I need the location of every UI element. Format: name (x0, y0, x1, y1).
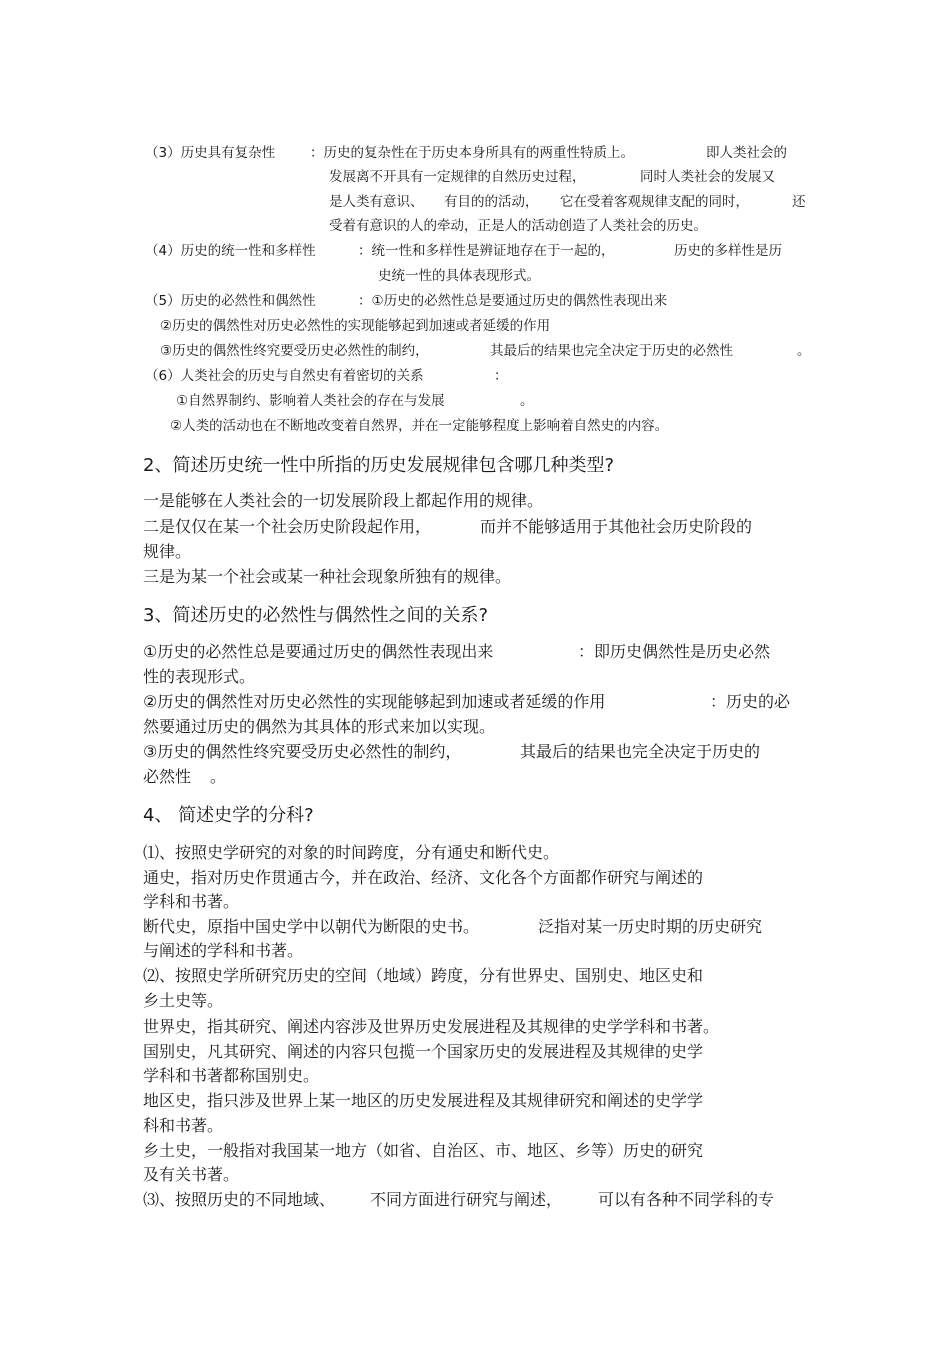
q3-line: ①历史的必然性总是要通过历史的偶然性表现出来 (143, 642, 494, 661)
item5-text: 其最后的结果也完全决定于历史的必然性 (490, 343, 733, 359)
q3-title: 3、简述历史的必然性与偶然性之间的关系? (143, 605, 489, 626)
item4-text: 史统一性的具体表现形式。 (378, 268, 540, 284)
q3-line: ③历史的偶然性终究要受历史必然性的制约， (143, 742, 462, 761)
q3-line: 性的表现形式。 (143, 667, 256, 686)
item5-text: ②历史的偶然性对历史必然性的实现能够起到加速或者延缓的作用 (160, 318, 551, 334)
item5-label: （5）历史的必然性和偶然性 (145, 293, 316, 309)
item6-text: ①自然界制约、影响着人类社会的存在与发展 (176, 393, 445, 409)
q3-line: 必然性 (143, 767, 192, 786)
item5-text: 。 (797, 343, 811, 359)
item5-text: ③历史的偶然性终究要受历史必然性的制约， (160, 343, 429, 359)
q3-line: 其最后的结果也完全决定于历史的 (520, 742, 761, 761)
q4-line: ⑶、按照历史的不同地域、 (143, 1190, 336, 1209)
q3-line: 。 (210, 767, 227, 786)
q4-line: 乡土史，一般指对我国某一地方（如省、自治区、市、地区、乡等）历史的研究 (143, 1141, 704, 1160)
q4-line: 乡土史等。 (143, 991, 224, 1010)
q3-line: ②历史的偶然性对历史必然性的实现能够起到加速或者延缓的作用 (143, 692, 606, 711)
item3-text: 它在受着客观规律支配的同时， (560, 194, 749, 210)
item3-text: ：历史的复杂性在于历史本身所具有的两重性特质上。 (310, 145, 634, 161)
item6-label: （6）人类社会的历史与自然史有着密切的关系 (145, 368, 424, 384)
q4-line: 地区史，指只涉及世界上某一地区的历史发展进程及其规律研究和阐述的史学学 (143, 1091, 704, 1110)
q4-line: 世界史，指其研究、阐述内容涉及世界历史发展进程及其规律的史学学科和书著。 (143, 1017, 720, 1036)
item6-text: ： (494, 368, 508, 384)
item6-text: ②人类的活动也在不断地改变着自然界，并在一定能够程度上影响着自然史的内容。 (170, 418, 669, 434)
q4-line: 可以有各种不同学科的专 (598, 1190, 775, 1209)
q2-line: 规律。 (143, 542, 192, 561)
item4-text: ：统一性和多样性是辨证地存在于一起的， (358, 243, 615, 259)
q4-line: 科和书著。 (143, 1116, 224, 1135)
item3-text: 即人类社会的 (706, 145, 787, 161)
q3-line: 然要通过历史的偶然为其具体的形式来加以实现。 (143, 717, 496, 736)
q4-line: 学科和书著。 (143, 892, 240, 911)
q4-title: 4、 简述史学的分科? (143, 805, 314, 826)
q4-line: 及有关书著。 (143, 1165, 240, 1184)
q4-line: 不同方面进行研究与阐述， (370, 1190, 563, 1209)
item3-text: 是人类有意识、 (329, 194, 424, 210)
q4-line: 学科和书著都称国别史。 (143, 1066, 320, 1085)
item4-text: 历史的多样性是历 (674, 243, 782, 259)
item3-text: 还 (792, 194, 806, 210)
item3-text: 同时人类社会的发展又 (640, 169, 775, 185)
q2-line: 而并不能够适用于其他社会历史阶段的 (480, 517, 753, 536)
item4-label: （4）历史的统一性和多样性 (145, 243, 316, 259)
item3-text: 受着有意识的人的牵动，正是人的活动创造了人类社会的历史。 (329, 218, 707, 234)
q2-line: 二是仅仅在某一个社会历史阶段起作用， (143, 517, 432, 536)
q4-line: 国别史，凡其研究、阐述的内容只包揽一个国家历史的发展进程及其规律的史学 (143, 1042, 704, 1061)
q2-line: 三是为某一个社会或某一种社会现象所独有的规律。 (143, 567, 512, 586)
q3-line: ：即历史偶然性是历史必然 (578, 642, 771, 661)
q4-line: 通史，指对历史作贯通古今，并在政治、经济、文化各个方面都作研究与阐述的 (143, 868, 704, 887)
q2-title: 2、简述历史统一性中所指的历史发展规律包含哪几种类型? (143, 455, 615, 476)
item5-text: ：①历史的必然性总是要通过历史的偶然性表现出来 (358, 293, 668, 309)
item3-text: 发展离不开具有一定规律的自然历史过程， (329, 169, 586, 185)
q4-line: ⑴、按照史学研究的对象的时间跨度，分有通史和断代史。 (143, 843, 560, 862)
q3-line: ：历史的必 (710, 692, 791, 711)
q2-line: 一是能够在人类社会的一切发展阶段上都起作用的规律。 (143, 491, 544, 510)
q4-line: 与阐述的学科和书著。 (143, 941, 304, 960)
q4-line: ⑵、按照史学所研究历史的空间（地域）跨度，分有世界史、国别史、地区史和 (143, 966, 704, 985)
item3-text: 有目的的活动， (444, 194, 539, 210)
item3-label: （3）历史具有复杂性 (145, 145, 276, 161)
item6-text: 。 (520, 393, 534, 409)
q4-line: 泛指对某一历史时期的历史研究 (538, 917, 763, 936)
q4-line: 断代史，原指中国史学中以朝代为断限的史书。 (143, 917, 480, 936)
